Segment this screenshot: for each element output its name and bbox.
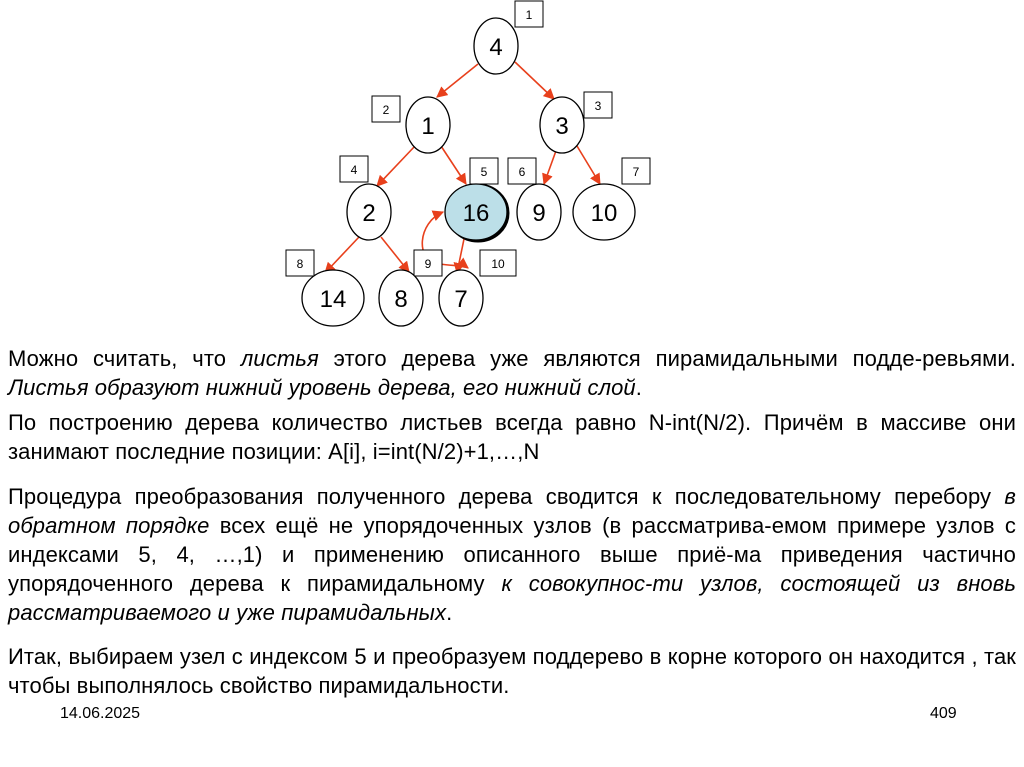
edge-n3-n6 [544,148,557,184]
edge-n5-n10 [457,239,464,273]
p3-text-d: к совокупнос-ти узлов, состоящей из вновь рассматриваемого и уже пирамидальных [8,571,1016,625]
index-label-1: 1 [525,8,533,22]
p1-text-d: Листья образуют нижний уровень дерева, его нижний слой [8,375,636,400]
p1-text-e: . [635,375,642,400]
footer-date: 14.06.2025 [60,705,141,722]
edge-n2-n4 [377,146,415,186]
index-label-6: 6 [518,165,526,179]
paragraph-leaf-count: По построению дерева количество листьев всегда равно N-int(N/2). Причём в массиве они занимают последние позиции: A[i], i=int(N/2)+1,…,N [8,410,1016,464]
edge-n1-n2 [437,64,478,97]
node-value-4: 2 [362,200,376,227]
p3-text-e: . [446,600,453,625]
paragraph-leaves [8,344,1016,402]
node-value-6: 9 [532,200,546,227]
paragraph-select-node: Итак, выбираем узел с индексом 5 и преобразуем поддерево в корне которого он находится , так чтобы выполнялось свойство пирамидальности. [8,644,1016,698]
node-value-10: 7 [454,286,468,313]
p1-text-a: Можно считать, что [8,346,241,371]
heap-tree-diagram [0,0,1024,340]
index-label-3: 3 [594,99,602,113]
index-label-2: 2 [382,103,390,117]
node-value-2: 1 [421,113,435,140]
index-label-8: 8 [296,257,304,271]
p1-text-c: этого дерева уже являются пирамидальными подде-ревьями. [318,346,1016,371]
edge-n1-n3 [515,62,554,99]
page-number: 409 [930,705,957,722]
p1-text-b: листья [240,346,319,371]
node-value-7: 10 [590,200,618,227]
p3-text-b: в обратном порядке [8,484,1016,538]
p3-text-a: Процедура преобразования полученного дерева сводится к последовательному перебору [8,484,1005,509]
index-label-4: 4 [350,163,358,177]
index-label-7: 7 [632,165,640,179]
p3-text-c: всех ещё не упорядоченных узлов (в рассматрива-емом примере узлов с индексами 5, 4, …,1) и применению описанного выше приё-ма приведения частично упорядоченного дерева к пирамидальному [8,513,1016,596]
node-value-5: 16 [462,200,490,227]
edge-n3-n7 [577,146,600,184]
index-label-9: 9 [424,257,432,271]
index-label-10: 10 [491,257,505,271]
node-value-1: 4 [489,34,503,61]
edge-n2-n5 [441,146,466,184]
edge-n4-n8 [325,237,359,273]
node-value-8: 14 [319,286,347,313]
edge-n4-n9 [381,237,409,272]
node-value-9: 8 [394,286,408,313]
paragraph-procedure [8,482,1016,627]
index-label-5: 5 [480,165,488,179]
node-value-3: 3 [555,113,569,140]
